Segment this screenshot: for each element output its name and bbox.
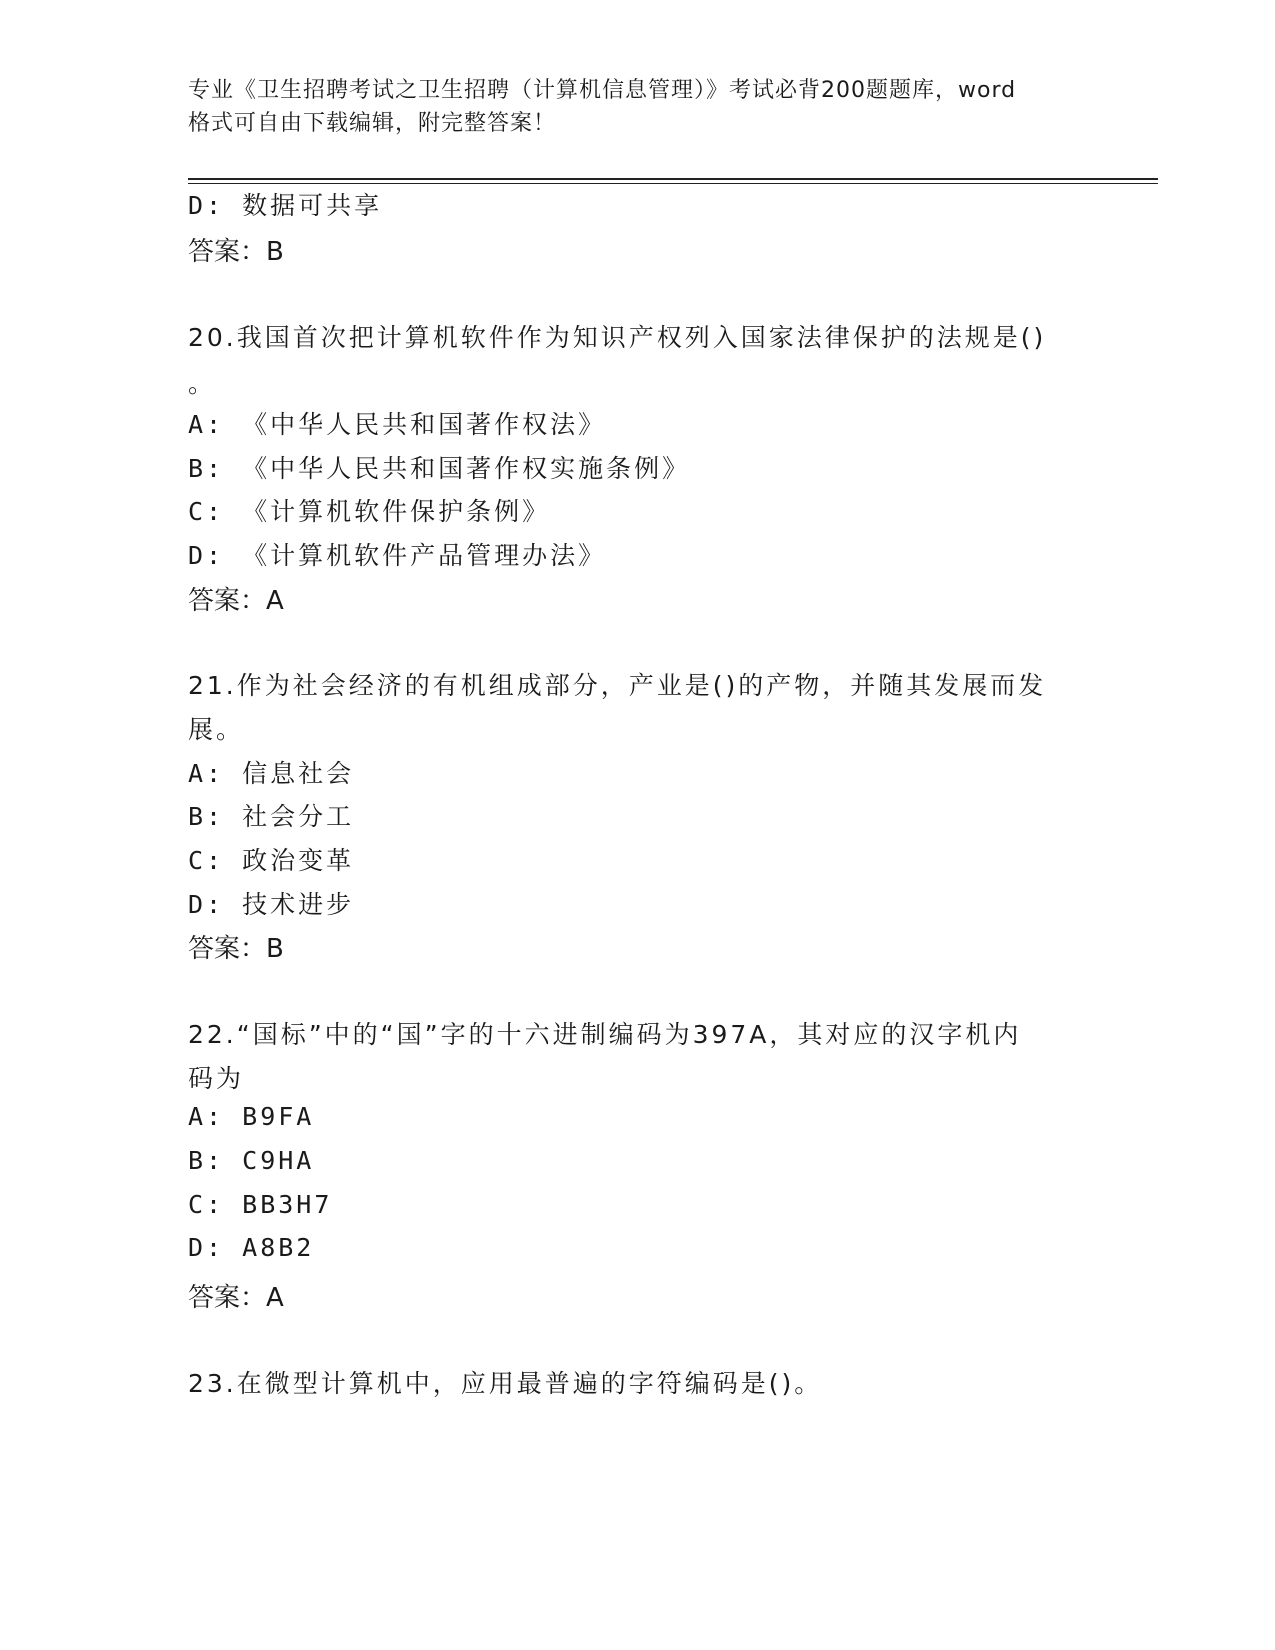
q22-stem-line-1: 22.“国标”中的“国”字的十六进制编码为397A，其对应的汉字机内 bbox=[188, 1020, 1022, 1049]
prev-option-d: D: 数据可共享 bbox=[188, 191, 383, 220]
q21-option-c: C: 政治变革 bbox=[188, 846, 355, 875]
page-header bbox=[188, 74, 1088, 140]
q21-option-a: A: 信息社会 bbox=[188, 759, 355, 788]
q20-option-b: B: 《中华人民共和国著作权实施条例》 bbox=[188, 454, 691, 483]
q21-stem-line-1: 21.作为社会经济的有机组成部分，产业是()的产物，并随其发展而发 bbox=[188, 671, 1047, 700]
header-divider-thin bbox=[188, 183, 1158, 184]
q22-option-c: C: BB3H7 bbox=[188, 1190, 333, 1219]
q20-answer: 答案：A bbox=[188, 586, 284, 616]
q20-option-c: C: 《计算机软件保护条例》 bbox=[188, 497, 551, 526]
q21-option-d: D: 技术进步 bbox=[188, 890, 355, 919]
q20-option-d: D: 《计算机软件产品管理办法》 bbox=[188, 541, 607, 570]
q20-stem-line-2: 。 bbox=[188, 369, 217, 398]
q21-stem-line-2: 展。 bbox=[188, 715, 245, 744]
header-line-1: 专业《卫生招聘考试之卫生招聘（计算机信息管理）》考试必背200题题库，word bbox=[188, 78, 1017, 103]
q20-stem-line-1: 20.我国首次把计算机软件作为知识产权列入国家法律保护的法规是() bbox=[188, 323, 1047, 352]
q21-answer: 答案：B bbox=[188, 934, 284, 964]
q22-option-b: B: C9HA bbox=[188, 1146, 315, 1175]
header-line-2: 格式可自由下载编辑，附完整答案！ bbox=[188, 111, 557, 136]
q22-option-a: A: B9FA bbox=[188, 1102, 315, 1131]
q22-option-d: D: A8B2 bbox=[188, 1233, 315, 1262]
q20-option-a: A: 《中华人民共和国著作权法》 bbox=[188, 410, 607, 439]
q23-stem-line-1: 23.在微型计算机中，应用最普遍的字符编码是()。 bbox=[188, 1369, 823, 1398]
q22-answer: 答案：A bbox=[188, 1283, 284, 1313]
q21-option-b: B: 社会分工 bbox=[188, 802, 355, 831]
header-divider-thick bbox=[188, 178, 1158, 180]
prev-answer: 答案：B bbox=[188, 237, 284, 267]
q22-stem-line-2: 码为 bbox=[188, 1064, 245, 1093]
